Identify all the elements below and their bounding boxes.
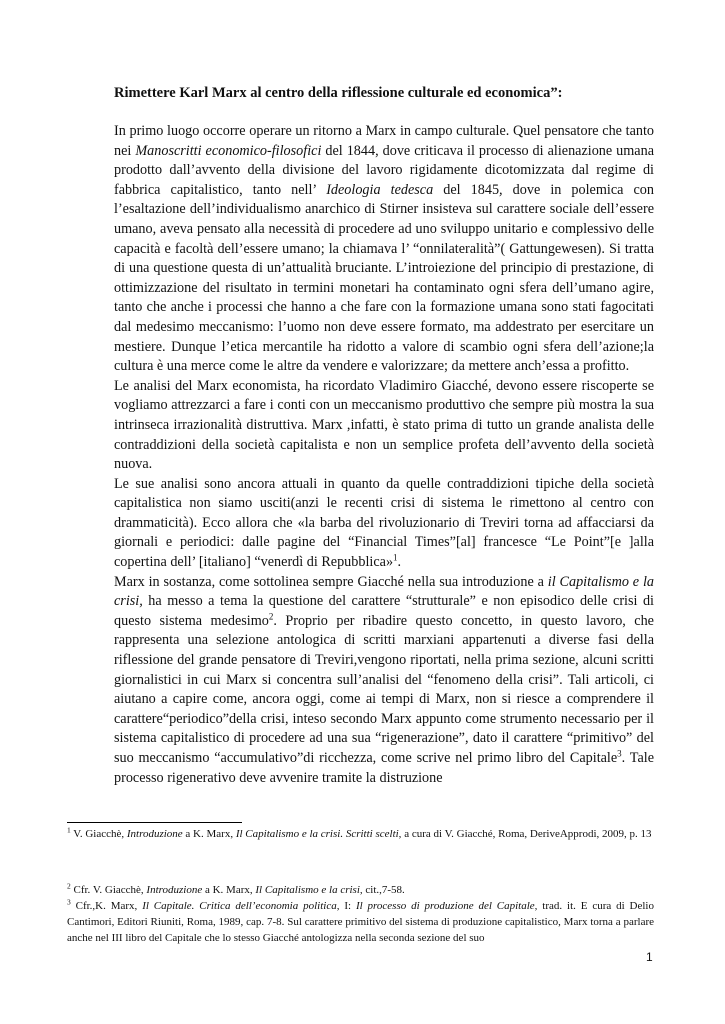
text-run: ha messo a tema la questione del carattere “strutturale” e non episodico delle crisi di questo sistema medesimo <box>114 593 654 629</box>
document-title: Rimettere Karl Marx al centro della riflessione culturale ed economica”: <box>114 85 563 101</box>
text-run: . <box>397 554 402 571</box>
text-run: a cura di V. Giacché, Roma, DeriveApprodi, 2009, p. 13 <box>401 828 652 840</box>
footnote-2 <box>67 882 654 898</box>
footnote-number: 1 <box>67 825 71 835</box>
page-number: 1 <box>646 950 653 964</box>
text-run: I: <box>339 900 356 912</box>
footnote-separator <box>67 822 242 823</box>
text-run: Cfr. V. Giacchè, <box>70 884 147 896</box>
text-run: a K. Marx, <box>202 884 256 896</box>
paragraph-2: Le analisi del Marx economista, ha ricordato Vladimiro Giacché, devono essere riscoperte se vogliamo attrezzarci a fare i conti con un meccanismo produttivo che sempre più mostra la sua intrinseca irrazionalità distruttiva. Marx ,infatti, è stato prima di tutto un grande analista delle contraddizioni della società capitalista e non un semplice profeta dell’avvento della società nuova. <box>114 377 654 473</box>
text-run: dove in polemica con l’esaltazione dell’individualismo anarchico di Stirner insisteva sul carattere sociale dell’essere umano, aveva pensato alla necessità di procedere ad uno sviluppo unitario e complessivo delle capacità e facoltà dell’essere umano; la chiamava l’ “onnilateralità”( Gattungewesen). Si tratta di una questione questa di un’attualità bruciante. L’introiezione del principio di prestazione, di ottimizzazione del risultato in termini monetari ha contaminato ogni sfera dell’umano agire, tanto che anche i processi che hanno a che fare con la formazione umana sono stati fagocitati dal medesimo meccanismo: l’uomo non deve essere formato, ma addestrato per esercitare un mestiere. Dunque l’etica mercantile ha ridotto a valore di scambio ogni sfera dell’azione;la cultura è una merce come le altre da vendere e valorizzare; da mettere anch’essa a profitto. <box>114 181 654 375</box>
italic-title: Introduzione <box>146 884 203 896</box>
italic-title: Manoscritti economico-filosofici <box>135 142 322 159</box>
text-run: Le sue analisi sono ancora attuali in quanto da quelle contraddizioni tipiche della società capitalistica non siamo usciti(anzi le recenti crisi di sistema le rimettono al centro con drammaticità). Ecco allora che «la barba del rivoluzionario di Treviri torna ad affacciarsi da giornali e periodici: dalle pagine del “Financial Times”[al] francesce “Le Point”[e ]alla copertina dell’ [italiano] “venerdì di Repubblica» <box>114 475 654 571</box>
text-run: . Proprio per ribadire questo concetto, in questo lavoro, che rappresenta una selezione antologica di scritti marxiani appartenuti a diverse fasi della riflessione del grande pensatore di Treviri,vengono riportati, nella prima sezione, alcuni scritti giornalistici in cui Marx si concentra sull’analisi del “fenomeno della crisi”. Tali articoli, ci aiutano a capire come, ancora oggi, come ai tempi di Marx, non si riesce a comprendere il carattere“periodico”della crisi, inteso secondo Marx appunto come strumento necessario per il sistema capitalistico di procedere ad una sua “rigenerazione”, dato il carattere “primitivo” del suo meccanismo “accumulativo”di ricchezza, come scrive nel primo libro del Capitale <box>114 612 654 766</box>
paragraph-1 <box>114 122 654 377</box>
text-run: trad. it. E cura di Delio Cantimori, Editori Riuniti, Roma, 1989, cap. 7-8. Sul carattere primitivo del sistema di produzione capitalistico, Marx torna a parlare anche nel III libro del Capitale che lo stesso Giacché antologizza nella seconda sezione del suo <box>67 900 654 944</box>
text-run: V. Giacchè, <box>70 828 127 840</box>
text-run: a K. Marx, <box>182 828 236 840</box>
footnote-ref-2[interactable]: 2 <box>268 611 274 622</box>
text-run: Marx in sostanza, come sottolinea sempre Giacché nella sua introduzione a <box>114 573 548 590</box>
paragraph-3 <box>114 475 654 573</box>
text-run: del 1845 <box>433 181 500 198</box>
footnote-3 <box>67 898 654 946</box>
text-run: del 1844, dove criticava il processo di alienazione umana prodotto dall’avvento della divisione del lavoro rigidamente dicotomizzata dal regime di fabbrica capitalistico, tanto nell’ <box>114 142 655 198</box>
footnote-number: 3 <box>67 897 71 907</box>
italic-title: Il Capitalismo e la crisi, <box>255 884 363 896</box>
body-text <box>114 122 654 788</box>
italic-comma: , <box>499 181 503 198</box>
text-run: In primo luogo occorre operare un ritorno a Marx in campo culturale. Quel pensatore che tanto nei <box>114 123 654 159</box>
italic-title: Introduzione <box>126 828 183 840</box>
italic-title: il Capitalismo e la crisi, <box>114 573 654 610</box>
text-run: . Tale processo rigenerativo deve avvenire tramite la distruzione <box>114 750 654 786</box>
italic-title: Il Capitalismo e la crisi. Scritti scelti, <box>235 828 402 840</box>
italic-title: Il Capitale. Critica dell’economia politica, <box>142 900 340 912</box>
italic-title: Ideologia tedesca <box>326 181 434 198</box>
text-run: Cfr.,K. Marx, <box>70 900 143 912</box>
paragraph-4 <box>114 573 654 789</box>
italic-title: Il processo di produzione del Capitale, <box>355 900 538 912</box>
footnote-number: 2 <box>67 881 71 891</box>
footnote-ref-1[interactable]: 1 <box>393 552 398 563</box>
footnote-1 <box>67 826 654 842</box>
footnote-ref-3[interactable]: 3 <box>617 748 622 759</box>
text-run: cit.,7-58. <box>362 884 405 896</box>
